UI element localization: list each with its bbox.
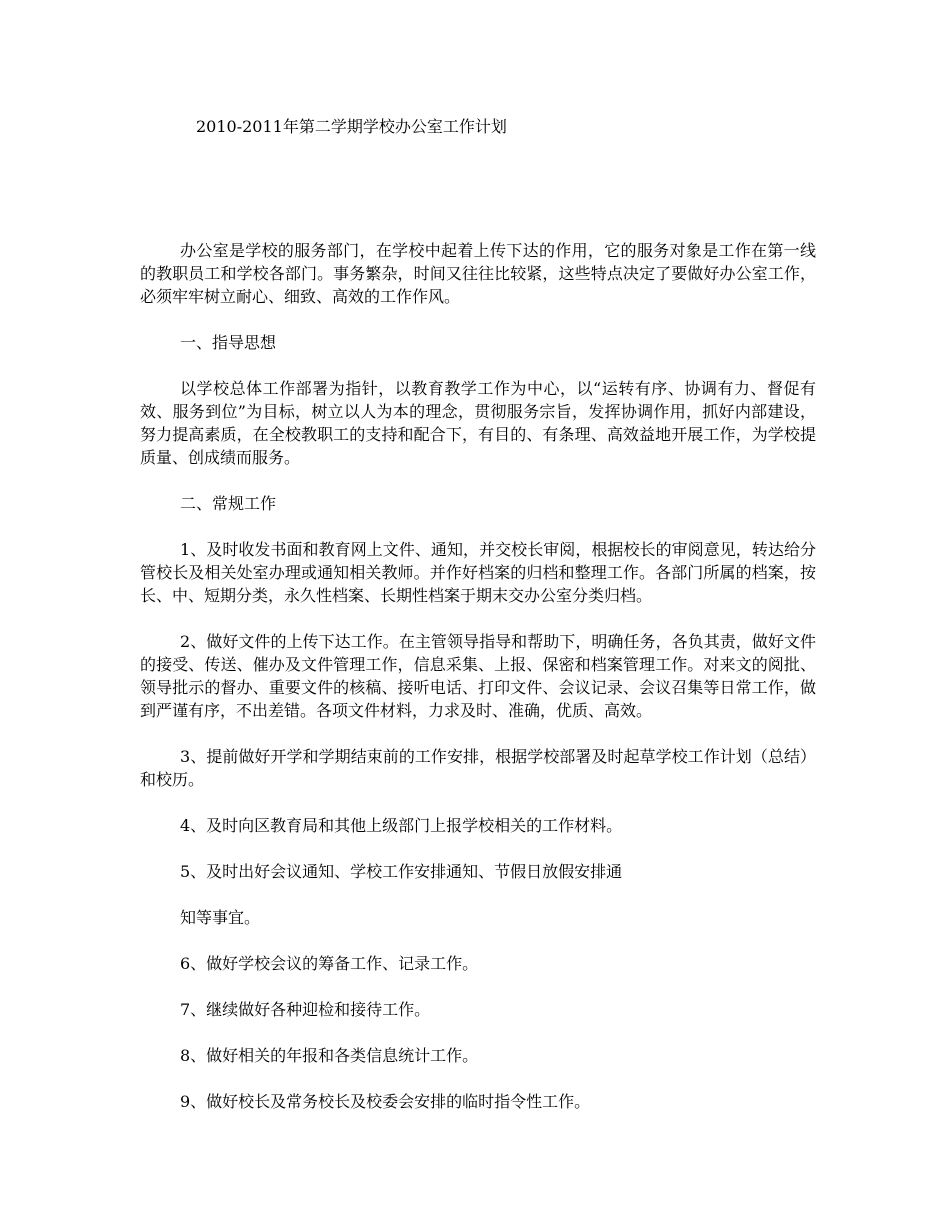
document-title: 2010-2011年第二学期学校办公室工作计划 <box>196 117 507 136</box>
routine-item-5-continued: 知等事宜。 <box>180 908 261 927</box>
section-heading-guiding-ideology: 一、指导思想 <box>180 333 277 352</box>
routine-item-6: 6、做好学校会议的筹备工作、记录工作。 <box>180 954 479 973</box>
routine-item-4: 4、及时向区教育局和其他上级部门上报学校相关的工作材料。 <box>180 816 623 835</box>
section-heading-routine-work: 二、常规工作 <box>180 494 277 513</box>
routine-item-8: 8、做好相关的年报和各类信息统计工作。 <box>180 1046 479 1065</box>
guiding-ideology-paragraph: 以学校总体工作部署为指针，以教育教学工作为中心，以“运转有序、协调有力、督促有效、服务到位”为目标，树立以人为本的理念，贯彻服务宗旨，发挥协调作用，抓好内部建设，努力提高素质，在全校教职工的支持和配合下，有目的、有条理、高效益地开展工作，为学校提质量、创成绩而服务。 <box>140 379 816 467</box>
routine-item-5: 5、及时出好会议通知、学校工作安排通知、节假日放假安排通 <box>180 862 623 881</box>
routine-item-7: 7、继续做好各种迎检和接待工作。 <box>180 1000 431 1019</box>
routine-item-1: 1、及时收发书面和教育网上文件、通知，并交校长审阅，根据校长的审阅意见，转达给分管校长及相关处室办理或通知相关教师。并作好档案的归档和整理工作。各部门所属的档案，按长、中、短期分类，永久性档案、长期性档案于期末交办公室分类归档。 <box>140 540 816 605</box>
routine-item-3: 3、提前做好开学和学期结束前的工作安排，根据学校部署及时起草学校工作计划（总结）和校历。 <box>140 747 816 789</box>
routine-item-2: 2、做好文件的上传下达工作。在主管领导指导和帮助下，明确任务，各负其责，做好文件的接受、传送、催办及文件管理工作，信息采集、上报、保密和档案管理工作。对来文的阅批、领导批示的督办、重要文件的核稿、接听电话、打印文件、会议记录、会议召集等日常工作，做到严谨有序，不出差错。各项文件材料，力求及时、准确，优质、高效。 <box>140 632 816 720</box>
routine-item-9: 9、做好校长及常务校长及校委会安排的临时指令性工作。 <box>180 1092 591 1111</box>
document-body <box>140 239 816 1136</box>
intro-paragraph: 办公室是学校的服务部门，在学校中起着上传下达的作用，它的服务对象是工作在第一线的教职员工和学校各部门。事务繁杂，时间又往往比较紧，这些特点决定了要做好办公室工作，必须牢牢树立耐心、细致、高效的工作作风。 <box>140 241 816 306</box>
